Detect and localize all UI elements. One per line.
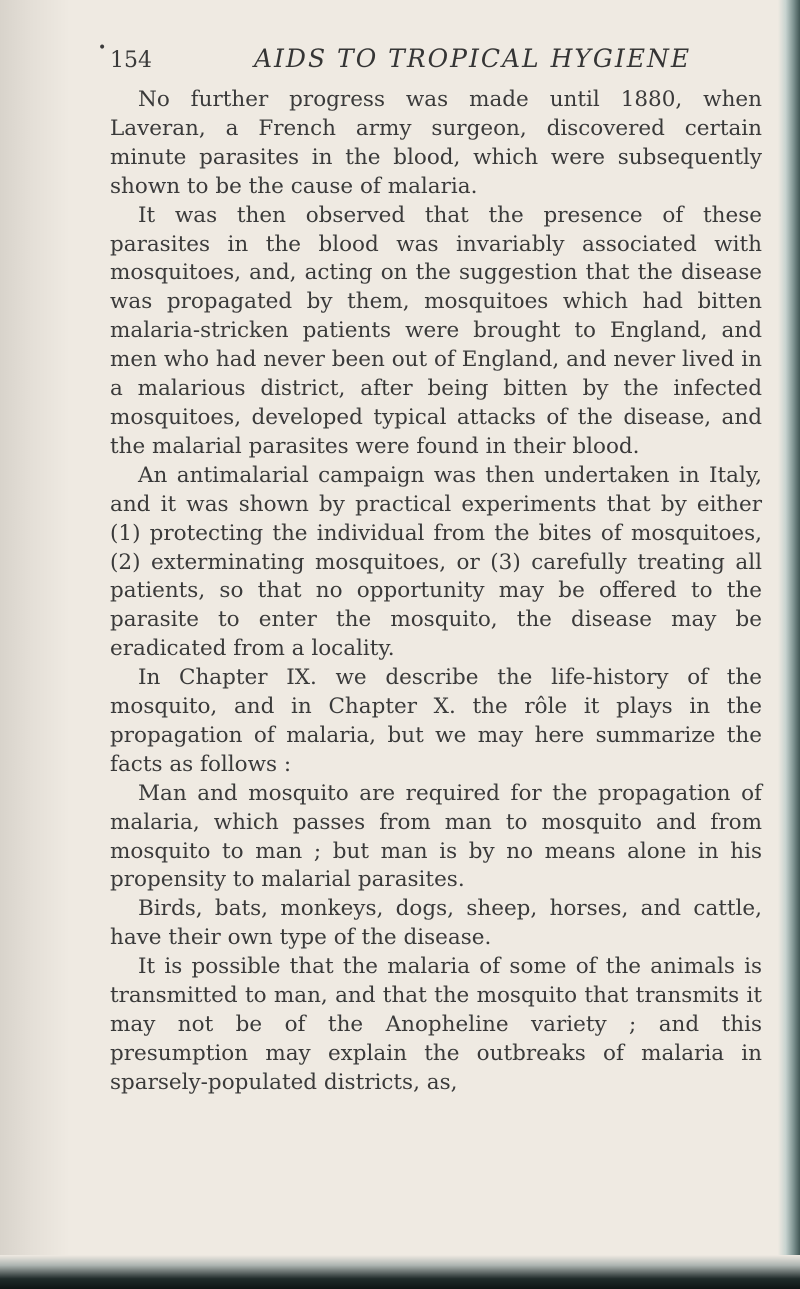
paragraph: No further progress was made until 1880, when Laveran, a French army surgeon, discovered certain minute parasites in the blood, which were subsequently shown to be the cause of malaria.: [110, 87, 762, 199]
paragraph: It was then observed that the presence of these parasites in the blood was invariably associated with mosquitoes, and, acting on the suggestion that the disease was propagated by them, mosquitoes which had bitten malaria-stricken patients were brought to England, and men who had never been out of England, and never lived in a malarious district, after being bitten by the infected mosquitoes, developed typical attacks of the disease, and the malarial parasites were found in their blood.: [110, 202, 762, 459]
paragraph: An antimalarial campaign was then undertaken in Italy, and it was shown by practical experiments that by either (1) protecting the individual from the bites of mosquitoes, (2) exterminating mosquitoes, or (3) carefully treating all patients, so that no opportunity may be offered to the parasite to enter the mosquito, the disease may be eradicated from a locality.: [110, 462, 762, 662]
page-number: 154: [110, 48, 152, 73]
running-title: AIDS TO TROPICAL HYGIENE: [254, 44, 692, 73]
paragraph: Birds, bats, monkeys, dogs, sheep, horses, and cattle, have their own type of the disease.: [110, 896, 762, 951]
page-edge-bottom: [0, 1255, 800, 1289]
ink-mark: •: [98, 40, 107, 56]
binding-shadow: [0, 0, 70, 1289]
page-header: [110, 40, 770, 80]
page-edge-right: [778, 0, 800, 1289]
paragraph: In Chapter IX. we describe the life-history of the mosquito, and in Chapter X. the rôle it plays in the propagation of malaria, but we may here summarize the facts as follows :: [110, 665, 762, 777]
paragraph: Man and mosquito are required for the propagation of malaria, which passes from man to mosquito and from mosquito to man ; but man is by no means alone in his propensity to malarial parasites.: [110, 780, 762, 893]
paragraph: It is possible that the malaria of some of the animals is transmitted to man, and that the mosquito that transmits it may not be of the Anopheline variety ; and this presumption may explain the outbreaks of malaria in sparsely-populated districts, as,: [110, 954, 762, 1095]
body-text: [110, 86, 762, 1098]
